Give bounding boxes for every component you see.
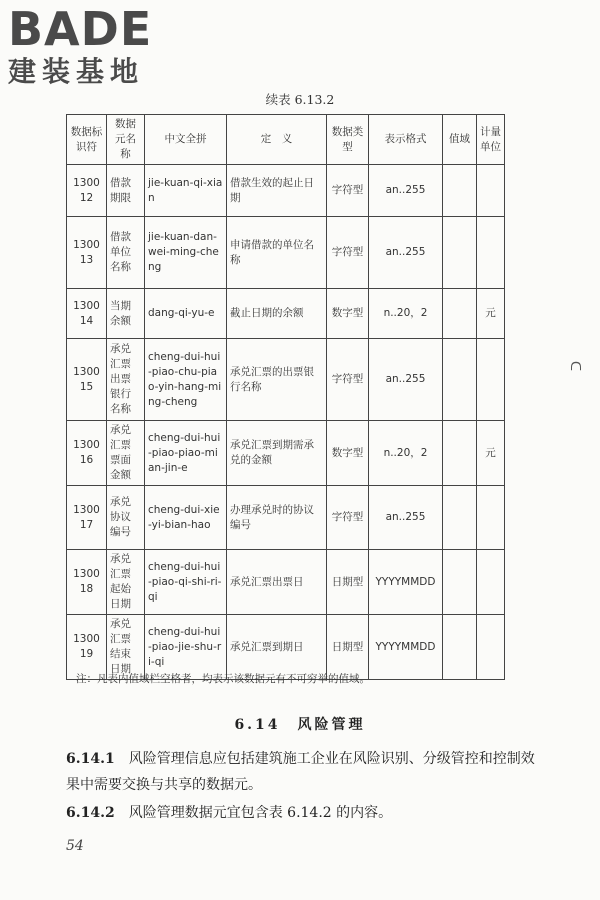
cell-id: 130018	[67, 550, 107, 615]
cell-definition: 借款生效的起止日期	[227, 165, 327, 217]
cell-definition: 办理承兑时的协议编号	[227, 486, 327, 550]
cell-name: 承兑汇票结束日期	[107, 615, 145, 680]
cell-definition: 截止日期的余额	[227, 289, 327, 339]
cell-name: 当期余额	[107, 289, 145, 339]
cell-definition: 承兑汇票的出票银行名称	[227, 339, 327, 421]
cell-unit	[477, 486, 505, 550]
cell-format: YYYYMMDD	[369, 615, 443, 680]
data-element-table	[66, 114, 505, 680]
clause-number: 6.14.1	[66, 751, 115, 767]
clause-text: 风险管理数据元宜包含表 6.14.2 的内容。	[128, 805, 393, 821]
header-cell: 数据标识符	[67, 115, 107, 165]
cell-definition: 承兑汇票出票日	[227, 550, 327, 615]
cell-name: 承兑汇票出票银行名称	[107, 339, 145, 421]
cell-type: 字符型	[327, 217, 369, 289]
cell-id: 130014	[67, 289, 107, 339]
brand-logo	[8, 2, 153, 88]
table-row	[67, 421, 505, 486]
cell-unit: 元	[477, 421, 505, 486]
cell-format: YYYYMMDD	[369, 550, 443, 615]
cell-domain	[443, 550, 477, 615]
cell-type: 字符型	[327, 339, 369, 421]
cell-domain	[443, 217, 477, 289]
cell-definition: 承兑汇票到期需承兑的金额	[227, 421, 327, 486]
cell-pinyin: dang-qi-yu-e	[145, 289, 227, 339]
header-cell: 数据元名称	[107, 115, 145, 165]
cell-pinyin: cheng-dui-hui-piao-qi-shi-ri-qi	[145, 550, 227, 615]
cell-type: 数字型	[327, 421, 369, 486]
header-cell: 数据类型	[327, 115, 369, 165]
cell-id: 130017	[67, 486, 107, 550]
cell-unit	[477, 615, 505, 680]
cell-type: 数字型	[327, 289, 369, 339]
cell-domain	[443, 486, 477, 550]
cell-type: 日期型	[327, 615, 369, 680]
cell-name: 承兑汇票起始日期	[107, 550, 145, 615]
table-header-row	[67, 115, 505, 165]
header-cell: 表示格式	[369, 115, 443, 165]
paragraph	[66, 800, 536, 826]
cell-domain	[443, 339, 477, 421]
cell-pinyin: cheng-dui-hui-piao-piao-mian-jin-e	[145, 421, 227, 486]
cell-name: 借款期限	[107, 165, 145, 217]
cell-unit	[477, 339, 505, 421]
logo-text: BADE	[8, 2, 153, 56]
cell-format: an..255	[369, 165, 443, 217]
header-cell: 中文全拼	[145, 115, 227, 165]
cell-id: 130013	[67, 217, 107, 289]
cell-pinyin: cheng-dui-hui-piao-jie-shu-ri-qi	[145, 615, 227, 680]
cell-pinyin: jie-kuan-qi-xian	[145, 165, 227, 217]
table-row	[67, 615, 505, 680]
cell-unit	[477, 165, 505, 217]
cell-domain	[443, 289, 477, 339]
page-number: 54	[66, 838, 84, 854]
cell-name: 借款单位名称	[107, 217, 145, 289]
header-cell: 值域	[443, 115, 477, 165]
cell-pinyin: cheng-dui-hui-piao-chu-piao-yin-hang-ming-cheng	[145, 339, 227, 421]
header-cell: 计量单位	[477, 115, 505, 165]
cell-name: 承兑汇票票面金额	[107, 421, 145, 486]
table-row	[67, 550, 505, 615]
cell-unit: 元	[477, 289, 505, 339]
cell-id: 130015	[67, 339, 107, 421]
cell-format: n..20，2	[369, 289, 443, 339]
table-row	[67, 339, 505, 421]
cell-domain	[443, 615, 477, 680]
cell-type: 日期型	[327, 550, 369, 615]
cell-unit	[477, 550, 505, 615]
logo-subtitle: 建装基地	[8, 55, 145, 88]
cell-domain	[443, 165, 477, 217]
cell-name: 承兑协议编号	[107, 486, 145, 550]
cell-id: 130016	[67, 421, 107, 486]
cell-definition: 申请借款的单位名称	[227, 217, 327, 289]
clause-number: 6.14.2	[66, 805, 115, 821]
section-title: 6.14 风险管理	[234, 717, 366, 733]
table-row	[67, 289, 505, 339]
table-row	[67, 165, 505, 217]
cell-format: an..255	[369, 339, 443, 421]
header-cell: 定 义	[227, 115, 327, 165]
cell-format: n..20，2	[369, 421, 443, 486]
cell-id: 130019	[67, 615, 107, 680]
cell-id: 130012	[67, 165, 107, 217]
cell-type: 字符型	[327, 486, 369, 550]
cell-format: an..255	[369, 217, 443, 289]
cell-pinyin: jie-kuan-dan-wei-ming-cheng	[145, 217, 227, 289]
cell-format: an..255	[369, 486, 443, 550]
table-row	[67, 217, 505, 289]
table-note: 注：凡表内值域栏空格者，均表示该数据元有不可穷举的值域。	[76, 673, 370, 685]
cell-pinyin: cheng-dui-xie-yi-bian-hao	[145, 486, 227, 550]
clause-text: 风险管理信息应包括建筑施工企业在风险识别、分级管控和控制效果中需要交换与共享的数据元。	[66, 751, 535, 793]
table-caption: 续表 6.13.2	[265, 92, 335, 107]
cell-unit	[477, 217, 505, 289]
table-row	[67, 486, 505, 550]
cell-domain	[443, 421, 477, 486]
margin-mark: ᑕ	[566, 360, 583, 372]
cell-type: 字符型	[327, 165, 369, 217]
cell-definition: 承兑汇票到期日	[227, 615, 327, 680]
paragraph	[66, 746, 536, 798]
